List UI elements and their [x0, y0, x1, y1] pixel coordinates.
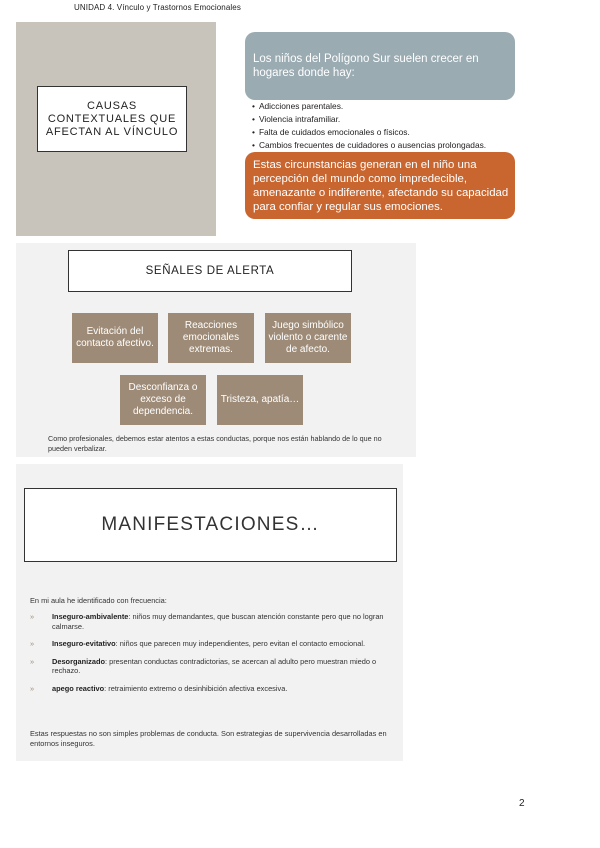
- alert-card-evitacion: Evitación del contacto afectivo.: [72, 313, 158, 363]
- list-item-text: : niños que parecen muy independientes, pero evitan el contacto emocional.: [115, 639, 366, 648]
- slide3-closing: Estas respuestas no son simples problemas de conducta. Son estrategias de supervivencia desarrolladas en entornos inseguros.: [30, 729, 387, 748]
- slide2-note: Como profesionales, debemos estar atentos a estas conductas, porque nos están hablando de lo que no pueden verbalizar.: [48, 434, 382, 453]
- bullet-icon: »: [30, 683, 35, 693]
- alert-card-desconfianza: Desconfianza o exceso de dependencia.: [120, 375, 206, 425]
- list-item: • Adicciones parentales.: [252, 100, 522, 113]
- list-item-term: Inseguro-evitativo: [52, 639, 116, 648]
- slide1-left-panel: [16, 22, 216, 236]
- list-item-term: Inseguro-ambivalente: [52, 612, 129, 621]
- slide1-intro-box: Los niños del Polígono Sur suelen crecer en hogares donde hay:: [245, 32, 515, 100]
- list-item-text: : retraimiento extremo o desinhibición afectiva excesiva.: [104, 683, 288, 693]
- slide3-intro: En mi aula he identificado con frecuencia:: [30, 596, 167, 605]
- bullet-icon: »: [30, 656, 35, 666]
- slide1-title: CAUSAS CONTEXTUALES QUE AFECTAN AL VÍNCULO: [37, 86, 187, 152]
- slide3-manifestations-list: [30, 612, 400, 701]
- list-item: • Falta de cuidados emocionales o físicos.: [252, 126, 522, 139]
- alert-card-juego: Juego simbólico violento o carente de afecto.: [265, 313, 351, 363]
- list-item-text: : niños muy demandantes, que buscan atención constante pero que no logran calmarse.: [52, 612, 384, 631]
- list-item: • Cambios frecuentes de cuidadores o ausencias prolongadas.: [252, 139, 522, 152]
- list-item-term: apego reactivo: [52, 683, 105, 693]
- list-item: • Violencia intrafamiliar.: [252, 113, 522, 126]
- alert-card-reacciones: Reacciones emocionales extremas.: [168, 313, 254, 363]
- list-item: [30, 684, 400, 694]
- page-number: 2: [519, 798, 525, 809]
- document-header: UNIDAD 4. Vínculo y Trastornos Emocionales: [74, 3, 241, 12]
- slide-senales-de-alerta: [16, 243, 416, 457]
- slide1-causes-list: [252, 100, 522, 152]
- slide-manifestaciones: [16, 464, 403, 761]
- slide2-title: SEÑALES DE ALERTA: [68, 250, 352, 292]
- list-item-term: Desorganizado: [52, 656, 105, 666]
- list-item: [30, 657, 400, 676]
- alert-card-tristeza: Tristeza, apatía…: [217, 375, 303, 425]
- slide1-consequence-box: Estas circunstancias generan en el niño una percepción del mundo como impredecible, amenazante o indiferente, afectando su capacidad para confiar y regular sus emociones.: [245, 152, 515, 219]
- slide3-title: MANIFESTACIONES…: [24, 488, 397, 562]
- slide-causas-contextuales: [16, 22, 520, 236]
- list-item: [30, 639, 400, 649]
- list-item-text: : presentan conductas contradictorias, se acercan al adulto pero muestran miedo o rechazo.: [52, 656, 377, 675]
- bullet-icon: »: [30, 612, 35, 621]
- list-item: [30, 612, 400, 631]
- bullet-icon: »: [30, 639, 35, 648]
